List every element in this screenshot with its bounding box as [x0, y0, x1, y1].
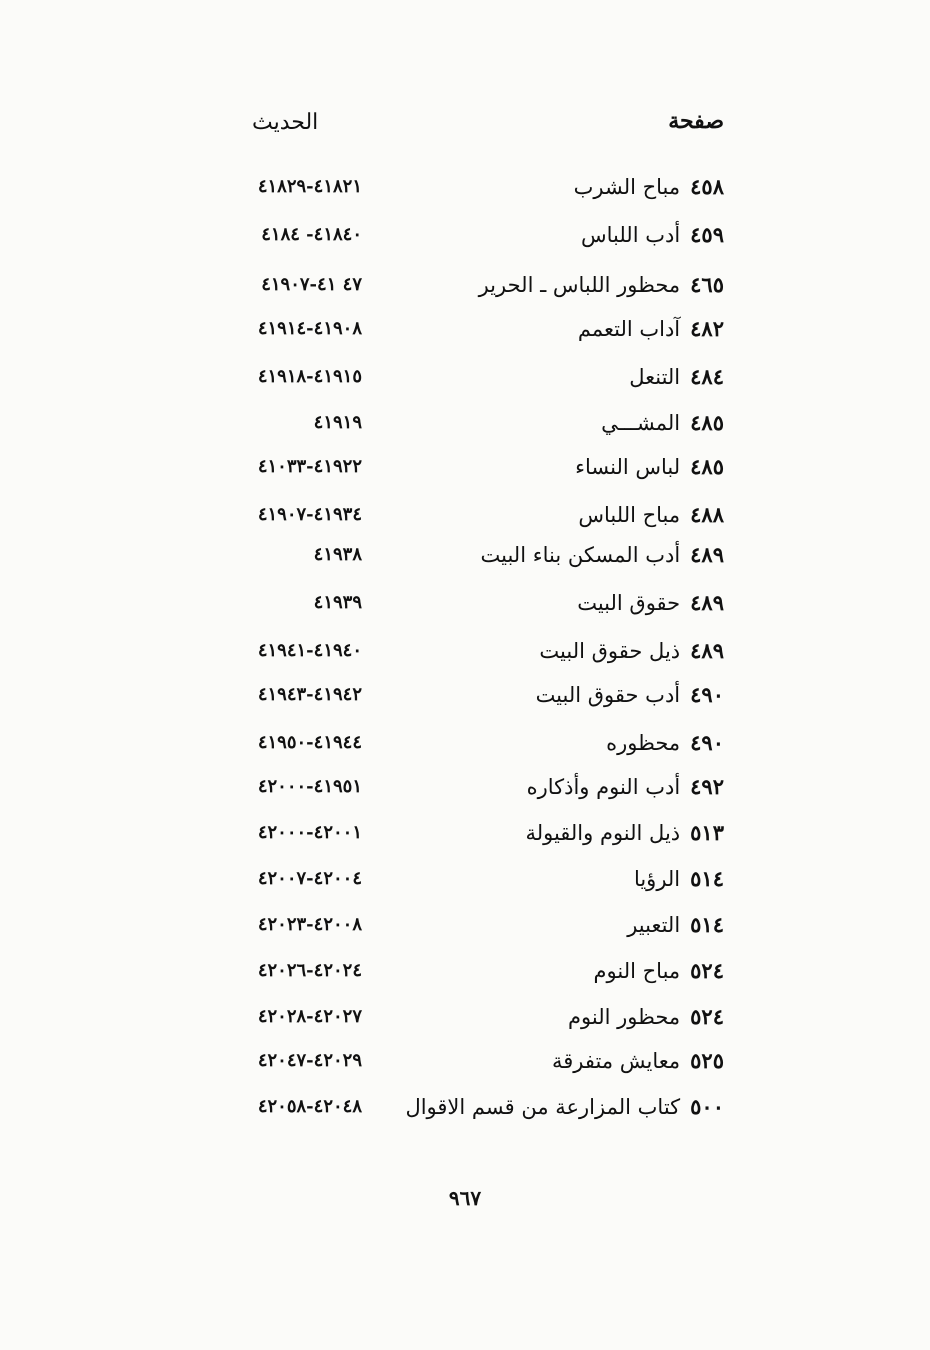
row-page-number: ٤٨٥ [690, 410, 724, 435]
index-row [200, 1002, 730, 1042]
row-title-text: محظوره [606, 731, 681, 755]
row-title [629, 364, 724, 389]
row-title-text: آداب التعمم [577, 317, 681, 341]
row-title-text: الرؤيا [633, 867, 681, 891]
row-title-text: مباح النوم [593, 959, 681, 983]
row-page-number: ٤٥٩ [690, 222, 724, 247]
row-page-number: ٤٨٩ [690, 638, 724, 663]
row-title [634, 866, 724, 891]
row-title [574, 174, 724, 199]
row-title-text: حقوق البيت [577, 591, 681, 615]
row-hadith-range: ٤١٩٣٨ [313, 544, 362, 565]
row-page-number: ٤٨٢ [690, 316, 724, 341]
row-title [577, 590, 724, 615]
row-page-number: ٤٨٩ [690, 542, 724, 567]
row-title-text: لباس النساء [575, 455, 681, 479]
row-title [481, 542, 725, 567]
index-row [200, 680, 730, 720]
row-hadith-range: ٤٢٠٢٩-٤٢٠٤٧ [257, 1050, 362, 1071]
row-title [627, 912, 724, 937]
index-row [200, 408, 730, 448]
row-title-text: مباح اللباس [578, 503, 681, 527]
row-page-number: ٤٨٥ [690, 454, 724, 479]
row-title [552, 1048, 724, 1073]
row-page-number: ٥٢٤ [690, 1004, 724, 1029]
index-row [200, 270, 730, 310]
hadith-column-header: الحديث [252, 110, 319, 135]
index-row [200, 452, 730, 492]
row-title-text: أدب النوم وأذكاره [526, 775, 681, 799]
row-title [527, 774, 724, 799]
row-page-number: ٥٢٥ [690, 1048, 724, 1073]
row-hadith-range: ٤١٨٢١-٤١٨٢٩ [257, 176, 362, 197]
row-page-number: ٤٩٠ [690, 682, 724, 707]
row-title-text: التعبير [627, 913, 681, 937]
row-page-number: ٥٠٠ [690, 1094, 724, 1119]
column-headers [200, 108, 730, 148]
row-title [581, 222, 724, 247]
page-column-header: صفحة [668, 108, 724, 134]
row-title [405, 1094, 724, 1119]
index-row [200, 540, 730, 580]
index-row [200, 588, 730, 628]
index-row [200, 314, 730, 354]
row-hadith-range: ٤٢٠٠١-٤٢٠٠٠ [257, 822, 362, 843]
row-title [575, 454, 724, 479]
row-title-text: أدب المسكن بناء البيت [480, 543, 681, 567]
index-row [200, 1046, 730, 1086]
row-hadith-range: ٤٧ ٤١-٤١٩٠٧ [261, 274, 362, 295]
row-title [578, 502, 724, 527]
row-hadith-range: ٤٢٠٤٨-٤٢٠٥٨ [257, 1096, 362, 1117]
row-page-number: ٥٢٤ [690, 958, 724, 983]
row-title-text: التنعل [629, 365, 681, 389]
row-hadith-range: ٤١٩٠٨-٤١٩١٤ [257, 318, 362, 339]
row-hadith-range: ٤٢٠٢٤-٤٢٠٢٦ [257, 960, 362, 981]
index-row [200, 956, 730, 996]
row-page-number: ٤٥٨ [690, 174, 724, 199]
row-page-number: ٤٩٠ [690, 730, 724, 755]
row-page-number: ٥١٤ [690, 912, 724, 937]
row-page-number: ٥١٣ [690, 820, 724, 845]
row-hadith-range: ٤١٩١٩ [313, 412, 362, 433]
index-row [200, 500, 730, 540]
index-row [200, 1092, 730, 1132]
row-page-number: ٤٨٩ [690, 590, 724, 615]
index-row [200, 220, 730, 260]
index-row [200, 818, 730, 858]
row-hadith-range: ٤١٩٣٤-٤١٩٠٧ [257, 504, 362, 525]
index-row [200, 172, 730, 212]
row-title-text: معايش متفرقة [551, 1049, 681, 1073]
row-title-text: أدب حقوق البيت [535, 683, 681, 707]
row-title [594, 958, 724, 983]
row-title [479, 272, 724, 297]
row-title-text: أدب اللباس [580, 223, 681, 247]
row-hadith-range: ٤١٩٥١-٤٢٠٠٠ [257, 776, 362, 797]
row-page-number: ٤٨٤ [690, 364, 724, 389]
row-hadith-range: ٤٢٠٢٧-٤٢٠٢٨ [257, 1006, 362, 1027]
row-title [601, 410, 724, 435]
index-row [200, 728, 730, 768]
row-page-number: ٥١٤ [690, 866, 724, 891]
row-title [606, 730, 724, 755]
row-title-text: ذيل حقوق البيت [539, 639, 681, 663]
row-title [578, 316, 724, 341]
row-title [568, 1004, 724, 1029]
row-page-number: ٤٨٨ [690, 502, 724, 527]
index-row [200, 362, 730, 402]
row-page-number: ٤٩٢ [690, 774, 724, 799]
row-title [525, 820, 724, 845]
row-hadith-range: ٤١٩٤٤-٤١٩٥٠ [257, 732, 362, 753]
row-hadith-range: ٤١٩٤٠-٤١٩٤١ [257, 640, 362, 661]
index-row [200, 636, 730, 676]
row-title [539, 638, 724, 663]
row-hadith-range: ٤١٩٤٢-٤١٩٤٣ [257, 684, 362, 705]
index-row [200, 864, 730, 904]
row-hadith-range: ٤١٩٣٩ [313, 592, 362, 613]
row-hadith-range: ٤٢٠٠٤-٤٢٠٠٧ [257, 868, 362, 889]
row-title-text: ذيل النوم والقيولة [525, 821, 681, 845]
row-hadith-range: ٤١٩١٥-٤١٩١٨ [257, 366, 362, 387]
row-hadith-range: ٤١٩٢٢-٤١٠٣٣ [257, 456, 362, 477]
index-row [200, 772, 730, 812]
row-title-text: مباح الشرب [573, 175, 681, 199]
row-hadith-range: ٤٢٠٠٨-٤٢٠٢٣ [257, 914, 362, 935]
row-title [536, 682, 724, 707]
index-row [200, 910, 730, 950]
row-title-text: محظور النوم [568, 1005, 681, 1029]
row-page-number: ٤٦٥ [690, 272, 724, 297]
row-title-text: محظور اللباس ـ الحرير [478, 273, 681, 297]
row-title-text: المشـــي [601, 411, 681, 435]
row-title-text: كتاب المزارعة من قسم الاقوال [405, 1095, 681, 1119]
row-hadith-range: ٤١٨٤٠- ٤١٨٤ [261, 224, 362, 245]
page-number-footer: ٩٦٧ [448, 1186, 482, 1210]
